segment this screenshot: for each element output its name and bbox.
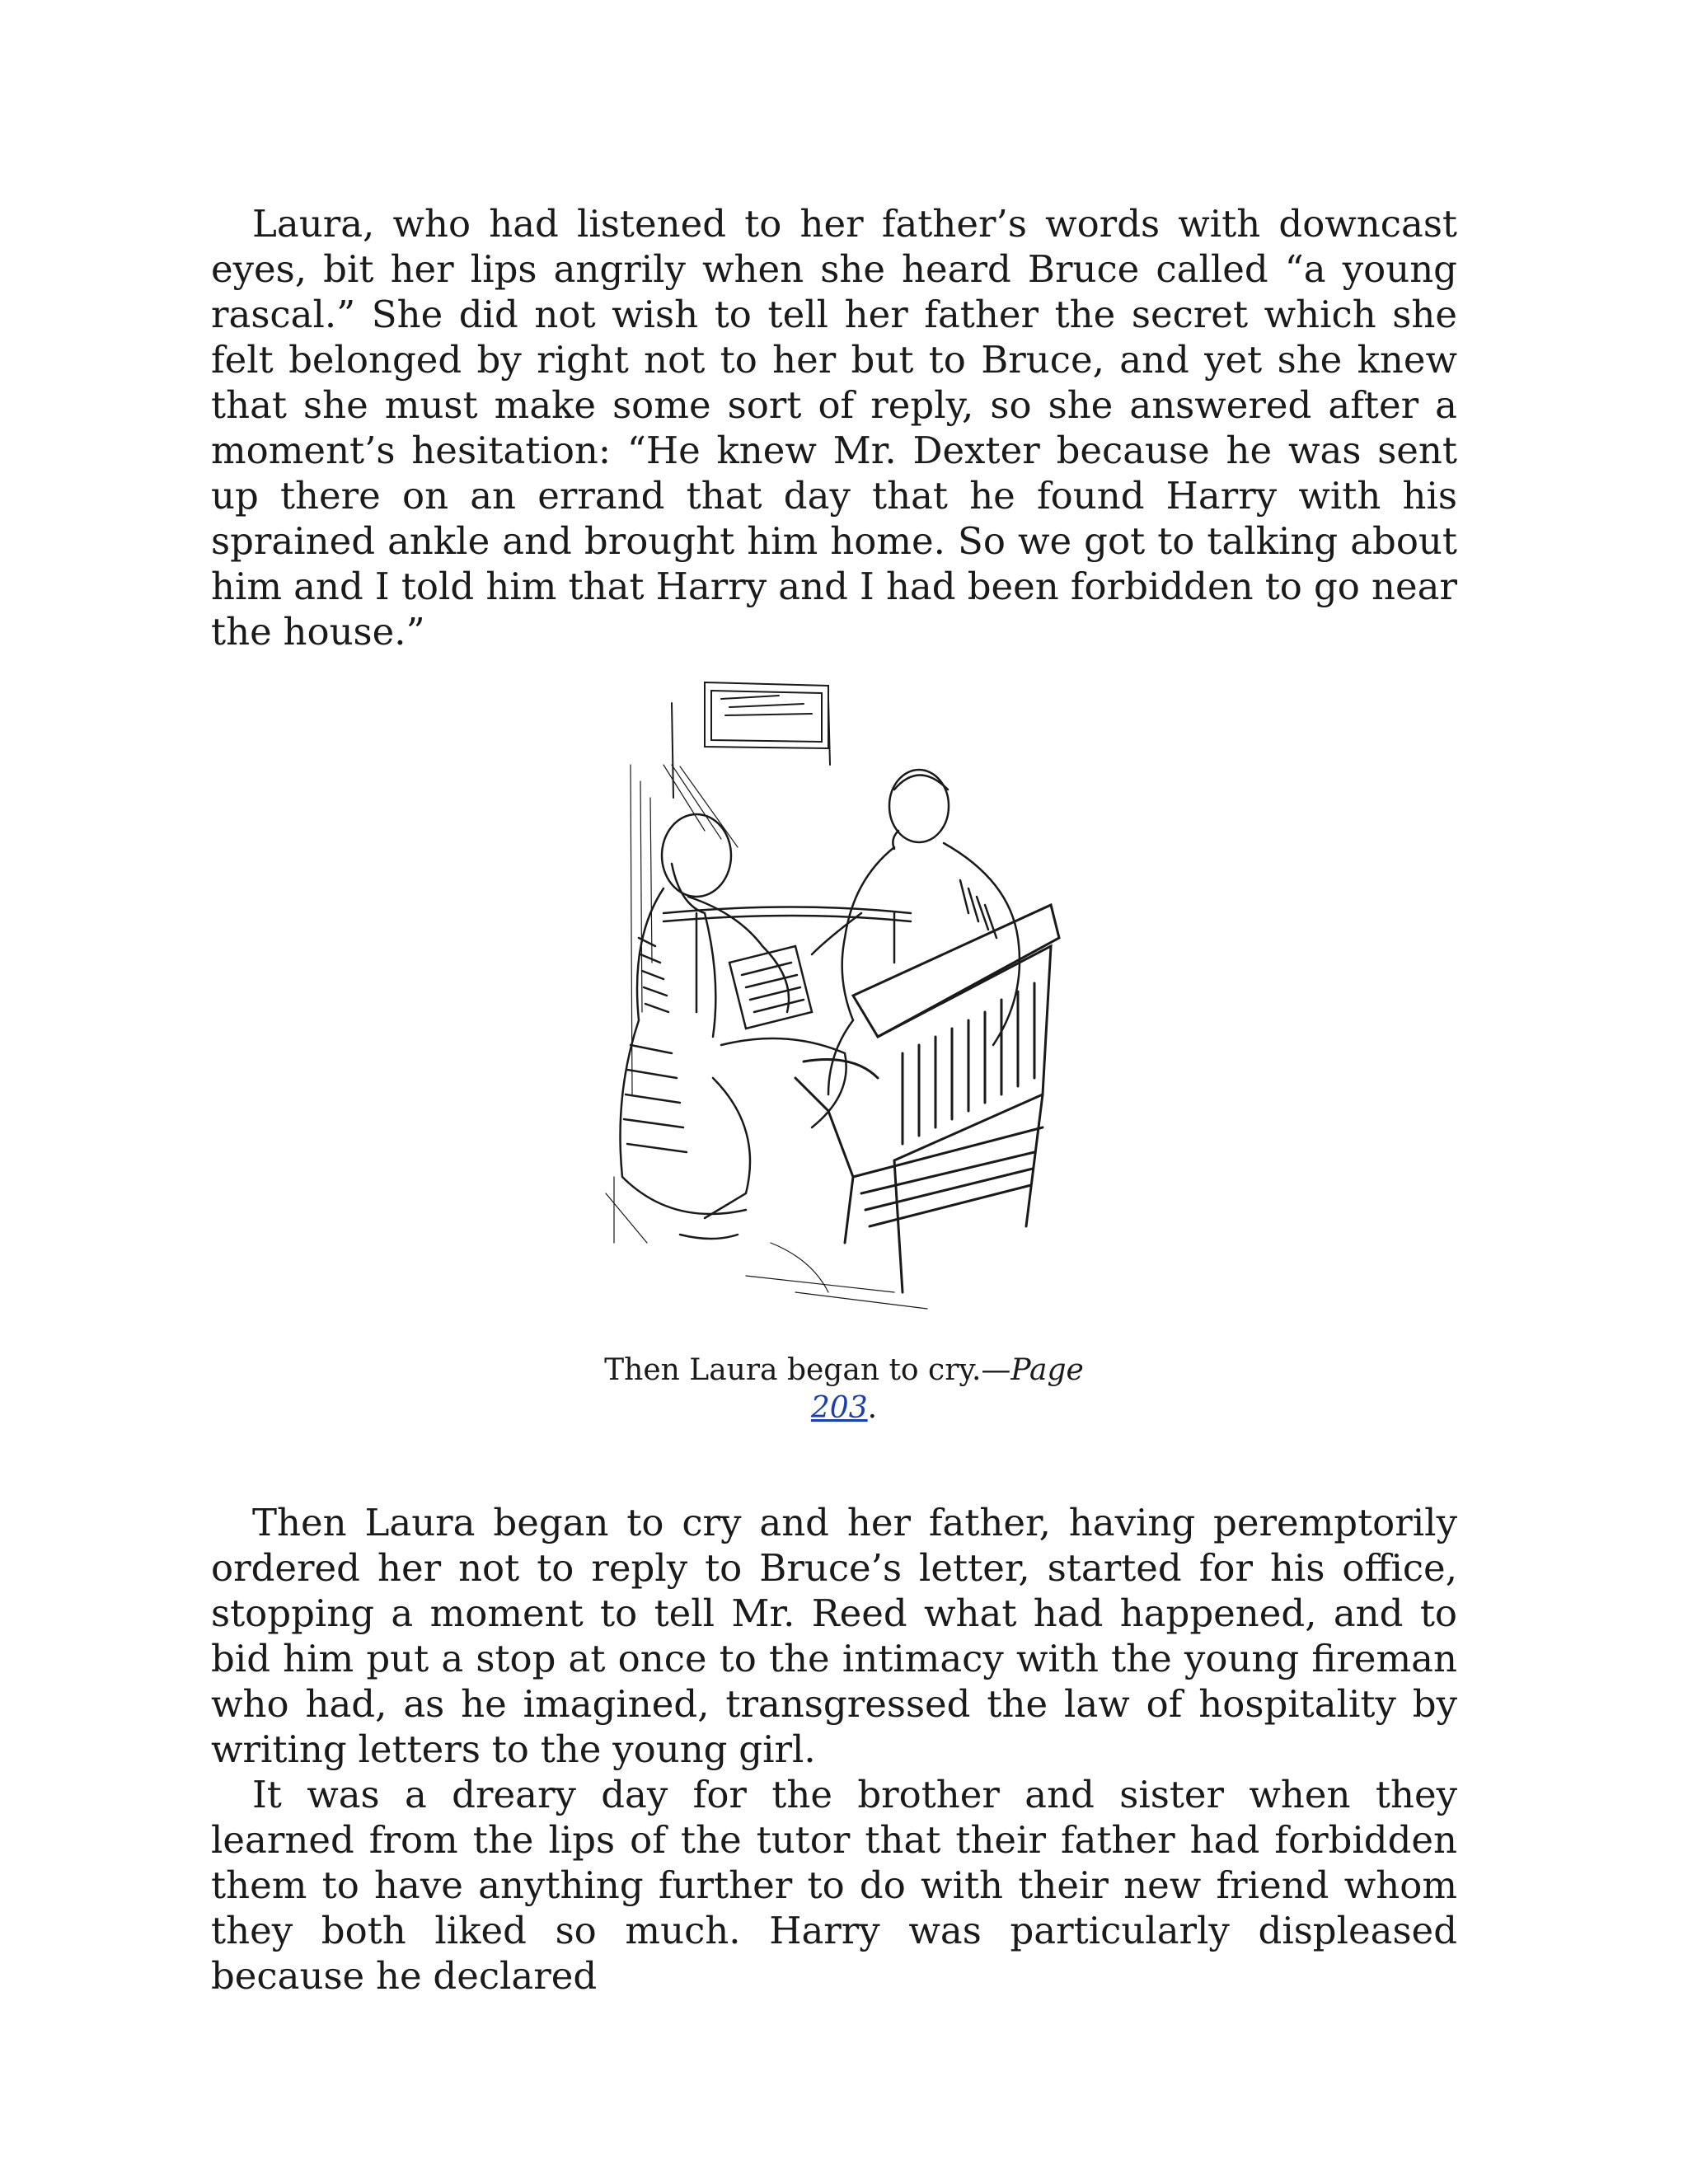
wall-picture-frame: [672, 682, 830, 798]
caption-text: Then Laura began to cry.—: [604, 1353, 1011, 1387]
woman-figure: [621, 814, 846, 1239]
illustration-caption: [495, 1352, 1193, 1427]
paragraph-dreary-day: It was a dreary day for the brother and sister when they learned from the lips of the tutor that their father had forbidden them to have anything further to do with their new friend whom they both liked so much. Harry was particularly displeased because he declared: [211, 1773, 1457, 1998]
paragraph-laura-reply: Laura, who had listened to her father’s words with downcast eyes, bit her lips angrily when she heard Bruce called “a young rascal.” She did not wish to tell her father the secret which she felt belonged by right not to her but to Bruce, and yet she knew that she must make some sort of reply, so she answered after a moment’s hesitation: “He knew Mr. Dexter because he was sent up there on an errand that day that he found Harry with his sprained ankle and brought him home. So we got to talking about him and I told him that Harry and I had been forbidden to go near the house.”: [211, 202, 1457, 654]
illustration-laura-and-father: [581, 666, 1109, 1325]
caption-period: .: [867, 1391, 878, 1425]
page-203-link[interactable]: 203: [810, 1391, 868, 1425]
caption-page-word: Page: [1010, 1353, 1084, 1387]
armchair: [795, 905, 1059, 1292]
paragraph-laura-cry: Then Laura began to cry and her father, having peremptorily ordered her not to reply to Bruce’s letter, started for his office, stopping a moment to tell Mr. Reed what had happened, and to bid him put a stop at once to the intimacy with the young fireman who had, as he imagined, transgressed the law of hospitality by writing letters to the young girl.: [211, 1501, 1457, 1771]
man-figure: [812, 770, 1020, 1094]
